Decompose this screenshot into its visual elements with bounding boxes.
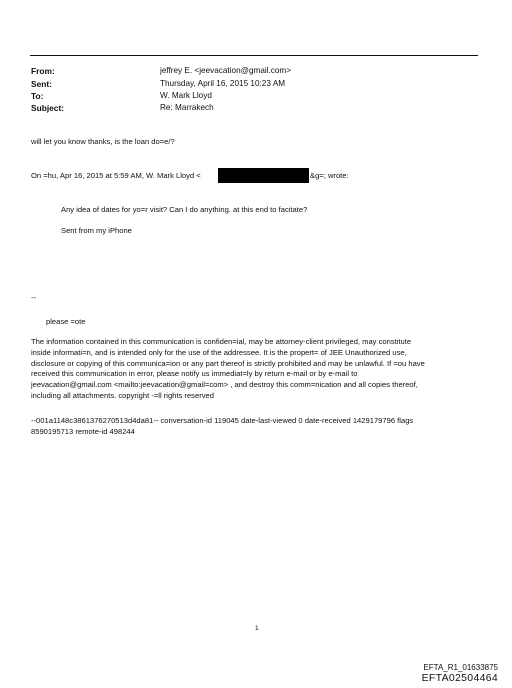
disclaimer-line: The information contained in this communication is confiden=ial, may be attorney-client privileged, may constitute (31, 337, 412, 346)
meta-line: --001a1148c3861376270513d4da81-- conversation-id 119045 date-last-viewed 0 date-received 1429179796 flags (31, 416, 414, 425)
to-label: To: (31, 91, 44, 101)
disclaimer-line: inside informati=n, and is intended only for the use of the addressee. It is the propert= of JEE Unauthorized use, (31, 347, 407, 357)
subject-label: Subject: (31, 103, 65, 113)
quote-intro-left: On =hu, Apr 16, 2015 at 5:59 AM, W. Mark Lloyd < (31, 171, 201, 180)
meta-paragraph (31, 416, 476, 438)
meta-line: 8590195713 remote-id 498244 (31, 426, 135, 436)
bates-number-1: EFTA_R1_01633875 (423, 663, 498, 672)
sent-value: Thursday, April 16, 2015 10:23 AM (160, 79, 286, 88)
from-value: jeffrey E. <jeevacation@gmail.com> (160, 66, 292, 75)
bates-number-2: EFTA02504464 (421, 672, 498, 684)
please-note: please =ote (46, 317, 86, 326)
separator: -- (31, 293, 37, 302)
to-value: W. Mark Lloyd (160, 91, 212, 100)
disclaimer-line: disclosure or copying of this communica=ion or any part thereof is strictly prohibited and may be unlawful. If =ou have (31, 358, 425, 368)
disclaimer-paragraph (31, 337, 476, 402)
reply-line: will let you know thanks, is the loan do=e/? (31, 137, 175, 146)
quote-intro-right: &g=; wrote: (310, 171, 349, 180)
header-rule (30, 55, 478, 56)
quoted-message: Any idea of dates for yo=r visit? Can I do anything. at this end to facitate? (61, 205, 308, 214)
subject-value: Re: Marrakech (160, 103, 214, 112)
redaction-box (218, 168, 309, 183)
page-number: 1 (255, 625, 259, 632)
disclaimer-line: jeevacation@gmail.com <mailto:jeevacation@gmail=com> , and destroy this comm=nication and all copies thereof, (31, 380, 418, 390)
disclaimer-line: including all attachments. copyright -=ll rights reserved (31, 390, 214, 400)
disclaimer-line: received this communication in error, please notify us immediat=ly by return e-mail or by e-mail to (31, 369, 358, 379)
from-label: From: (31, 66, 55, 76)
quoted-signature: Sent from my iPhone (61, 226, 132, 235)
sent-label: Sent: (31, 79, 52, 89)
